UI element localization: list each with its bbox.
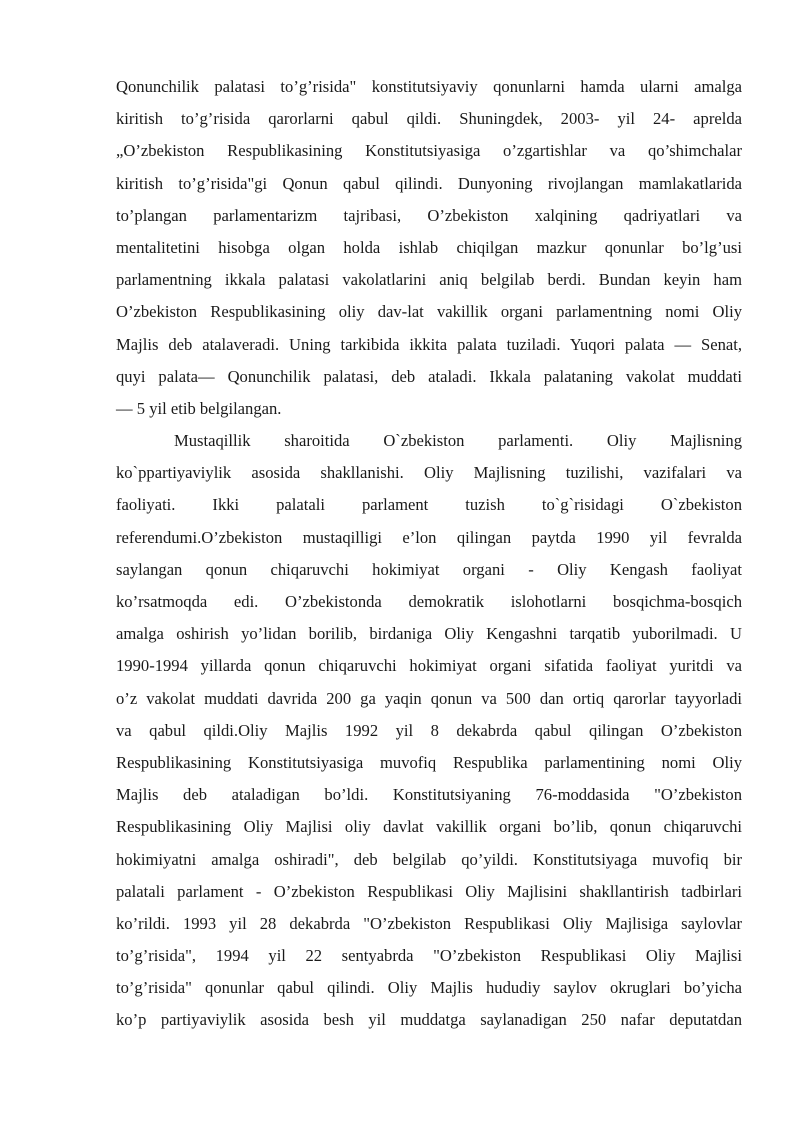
text-line: saylangan qonun chiqaruvchi hokimiyat organi - Oliy Kengash faoliyat — [116, 559, 742, 579]
text-line: referendumi.O’zbekiston mustaqilligi e’lon qilingan paytda 1990 yil fevralda — [116, 527, 742, 547]
text-line: to’g’risida", 1994 yil 22 sentyabrda "O’zbekiston Respublikasi Oliy Majlisi — [116, 946, 742, 966]
text-line: 1990-1994 yillarda qonun chiqaruvchi hokimiyat organi sifatida faoliyat yuritdi va — [116, 656, 742, 676]
text-line: ko`ppartiyaviylik asosida shakllanishi. Oliy Majlisning tuzilishi, vazifalari va — [116, 463, 742, 483]
text-line: O’zbekiston Respublikasining oliy dav-lat vakillik organi parlamentning nomi Oliy — [116, 302, 742, 322]
paragraph-2 — [116, 425, 742, 1037]
text-line: parlamentning ikkala palatasi vakolatlarini aniq belgilab berdi. Bundan keyin ham — [116, 270, 742, 290]
text-line: to’g’risida" qonunlar qabul qilindi. Oliy Majlis hududiy saylov okruglari bo’yicha — [116, 978, 742, 998]
text-line: mentalitetini hisobga olgan holda ishlab chiqilgan mazkur qonunlar bo’lg’usi — [116, 237, 742, 257]
text-line: palatali parlament - O’zbekiston Respublikasi Oliy Majlisini shakllantirish tadbirlari — [116, 881, 742, 901]
text-line: „O’zbekiston Respublikasining Konstitutsiyasiga o’zgartishlar va qo’shimchalar — [116, 141, 742, 161]
text-line: — 5 yil etib belgilangan. — [116, 398, 282, 418]
text-line: Majlis deb atalaveradi. Uning tarkibida ikkita palata tuziladi. Yuqori palata — Senat, — [116, 334, 742, 354]
text-line: quyi palata— Qonunchilik palatasi, deb ataladi. Ikkala palataning vakolat muddati — [116, 366, 742, 386]
text-line: Qonunchilik palatasi to’g’risida" konstitutsiyaviy qonunlarni hamda ularni amalga — [116, 77, 742, 96]
text-line: Respublikasining Oliy Majlisi oliy davlat vakillik organi bo’lib, qonun chiqaruvchi — [116, 817, 742, 837]
text-line: Majlis deb ataladigan bo’ldi. Konstitutsiyaning 76-moddasida "O’zbekiston — [116, 785, 742, 805]
text-line: Mustaqillik sharoitida O`zbekiston parlamenti. Oliy Majlisning — [174, 431, 742, 451]
text-line: ko’rsatmoqda edi. O’zbekistonda demokratik islohotlarni bosqichma-bosqich — [116, 592, 742, 611]
text-line: hokimiyatni amalga oshiradi", deb belgilab qo’yildi. Konstitutsiyaga muvofiq bir — [116, 849, 742, 869]
text-line: amalga oshirish yo’lidan borilib, birdaniga Oliy Kengashni tarqatib yuborilmadi. U — [116, 624, 742, 644]
text-line: kiritish to’g’risida"gi Qonun qabul qilindi. Dunyoning rivojlangan mamlakatlarida — [116, 173, 742, 193]
text-line: ko’p partiyaviylik asosida besh yil muddatga saylanadigan 250 nafar deputatdan — [116, 1010, 742, 1030]
text-line: o’z vakolat muddati davrida 200 ga yaqin qonun va 500 dan ortiq qarorlar tayyorladi — [116, 688, 742, 708]
body-text — [116, 71, 742, 1037]
text-line: va qabul qildi.Oliy Majlis 1992 yil 8 dekabrda qabul qilingan O’zbekiston — [116, 720, 742, 740]
text-line: ko’rildi. 1993 yil 28 dekabrda "O’zbekiston Respublikasi Oliy Majlisiga saylovlar — [116, 913, 742, 933]
text-line: to’plangan parlamentarizm tajribasi, O’zbekiston xalqining qadriyatlari va — [116, 205, 742, 225]
paragraph-1 — [116, 71, 742, 425]
text-line: faoliyati. Ikki palatali parlament tuzish to`g`risidagi O`zbekiston — [116, 495, 742, 515]
text-line: Respublikasining Konstitutsiyasiga muvofiq Respublika parlamentining nomi Oliy — [116, 752, 742, 772]
text-line: kiritish to’g’risida qarorlarni qabul qildi. Shuningdek, 2003- yil 24- aprelda — [116, 109, 742, 129]
